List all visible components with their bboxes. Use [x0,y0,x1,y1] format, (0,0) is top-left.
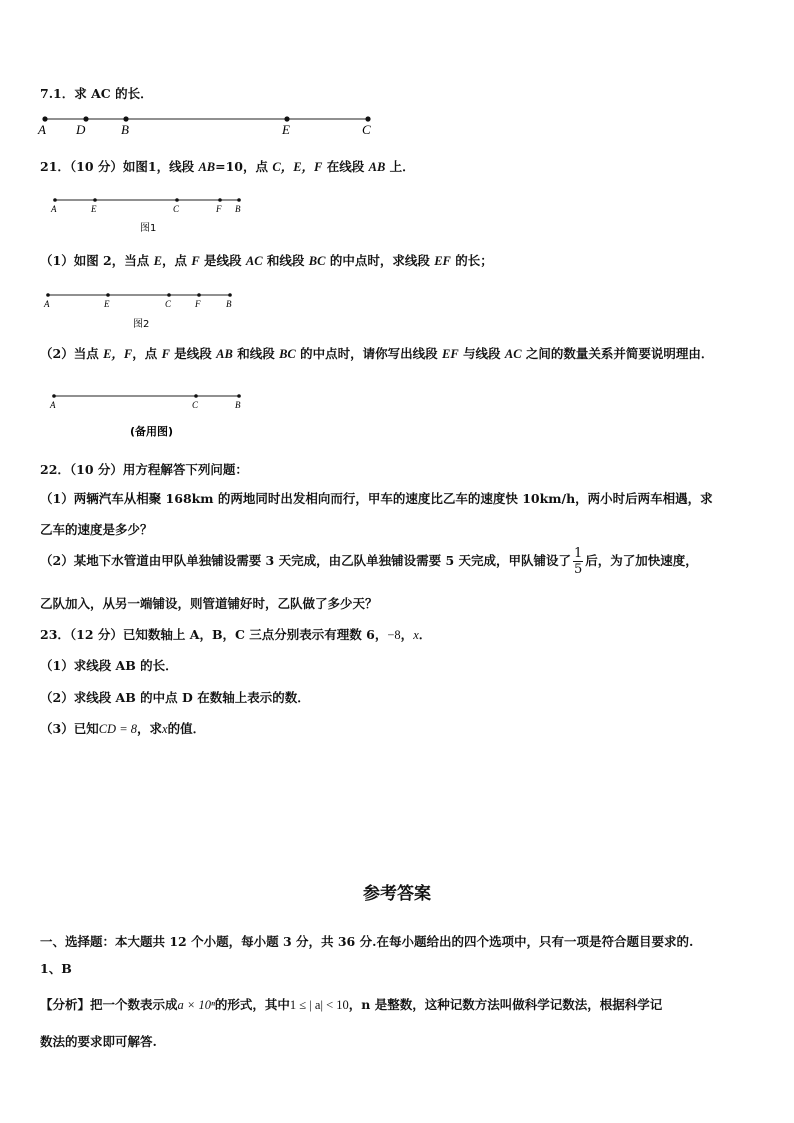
segment-figure-top [37,116,371,137]
question-22-part-1-line-2: 乙车的速度是多少？ [40,522,153,537]
fig2-label-E: E [104,299,110,309]
question-21-stem: 21．（10 分）如图1，线段 AB=10，点 C，E，F 在线段 AB 上． [40,159,415,174]
answer-analysis-line-2: 数法的要求即可解答. [40,1034,157,1049]
question-22-part-2-line-2: 乙队加入，从另一端铺设，则管道铺好时，乙队做了多少天？ [40,596,378,611]
fig2-label-F: F [195,299,201,309]
fig3-label-B: B [235,400,241,410]
question-21-part-2: （2）当点 E，F，点 F 是线段 AB 和线段 BC 的中点时，请你写出线段 EF 与线段 AC 之间的数量关系并简要说明理由． [40,346,714,361]
question-22-stem: 22．（10 分）用方程解答下列问题： [40,462,248,477]
point-D [83,116,88,121]
fig2-label-B: B [226,299,232,309]
answer-analysis-line-1: 【分析】把一个数表示成a × 10ⁿ的形式，其中1 ≤ | a| < 10，n 是整数，这种记数方法叫做科学记数法，根据科学记 [40,997,663,1012]
question-23-part-1: （1）求线段 AB 的长． [40,658,178,673]
answer-section-1: 一、选择题：本大题共 12 个小题，每小题 3 分，共 36 分.在每小题给出的四个选项中，只有一项是符合题目要求的. [40,934,694,949]
label-B: B [121,122,129,137]
point-B [123,116,128,121]
question-21-part-1: （1）如图 2，当点 E，点 F 是线段 AC 和线段 BC 的中点时，求线段 EF 的长； [40,253,493,268]
question-22-part-1-line-1: （1）两辆汽车从相聚 168km 的两地同时出发相向而行，甲车的速度比乙车的速度快 10km/h，两小时后两车相遇，求 [40,491,713,506]
point-E [284,116,289,121]
fig2-label-A: A [44,299,50,309]
point-C [365,116,370,121]
question-23-stem: 23．（12 分）已知数轴上 A，B，C 三点分别表示有理数 6，−8，x． [40,627,432,642]
fig2-caption: 图2 [133,319,150,330]
fig3-label-A: A [50,400,56,410]
fig3-caption: (备用图) [130,425,174,438]
answer-1: 1、B [40,961,72,976]
question-7-1-text: 7.1．求 AC 的长． [40,86,153,101]
fig3-label-C: C [192,400,199,410]
question-22-part-2-line-1: （2）某地下水管道由甲队单独铺设需要 3 天完成，由乙队单独铺设需要 5 天完成，甲队铺设了 $\frac{1}{5}$ 后，为了加快速度， [40,546,698,577]
point-A [42,116,47,121]
figure-3 [49,394,241,438]
fig1-label-C: C [173,204,180,214]
fig1-caption: 图1 [140,223,157,234]
fig2-label-C: C [165,299,172,309]
answer-heading: 参考答案 [363,884,431,904]
label-E: E [282,122,290,137]
question-23-part-3: （3）已知CD = 8，求x的值． [40,721,206,736]
fig1-label-B: B [235,204,241,214]
question-23-part-2: （2）求线段 AB 的中点 D 在数轴上表示的数． [40,690,310,705]
figure-2 [43,293,232,330]
figure-1 [50,198,241,234]
fig1-label-A: A [51,204,57,214]
fig1-label-E: E [91,204,97,214]
label-C: C [362,122,371,137]
fraction-one-fifth: $\frac{1}{5}$ [574,546,583,577]
fig1-label-F: F [216,204,222,214]
label-D: D [76,122,86,137]
label-A: A [38,122,46,137]
